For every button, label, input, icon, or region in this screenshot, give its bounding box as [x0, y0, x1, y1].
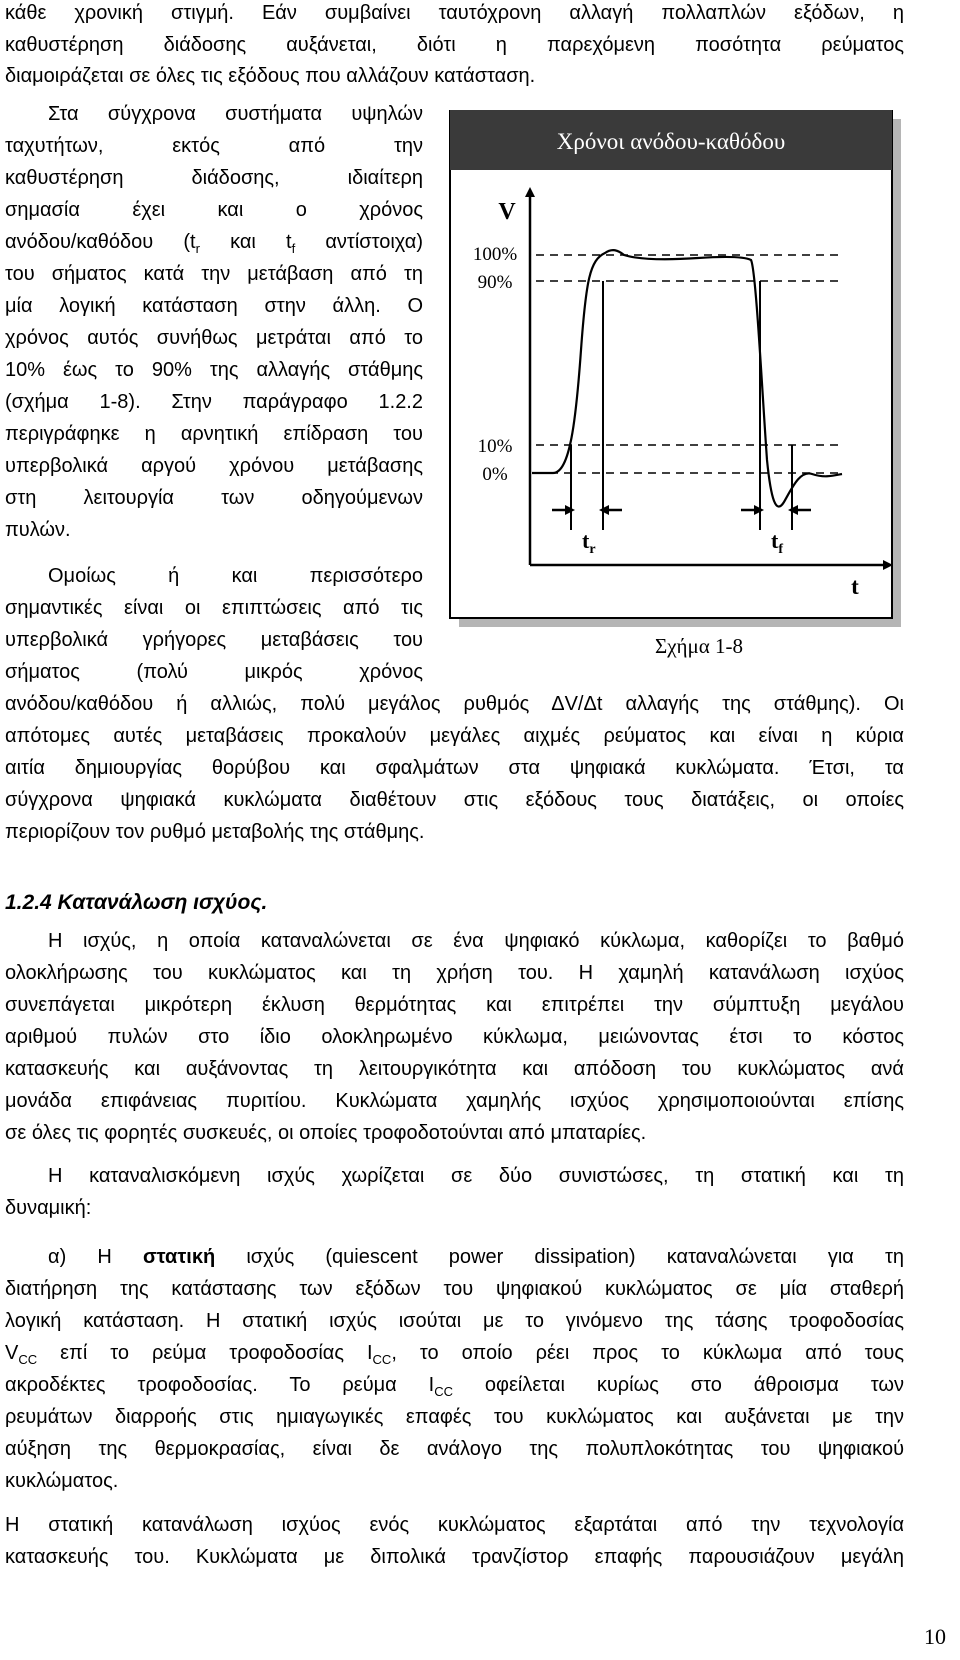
last-paragraph [5, 1509, 904, 1573]
page-number: 10 [924, 1624, 946, 1649]
text-fragment: α) Η [48, 1246, 143, 1268]
text-line: απότομες αυτές μεταβάσεις προκαλούν μεγάλες αιχμές ρεύματος και είναι η κύρια [5, 725, 904, 747]
text-line: Η ισχύς, η οποία καταναλώνεται σε ένα ψηφιακό κύκλωμα, καθορίζει το βαθμό [48, 930, 904, 952]
text-line: στη λειτουργία των οδηγούμενων [5, 487, 423, 509]
text-line: διατήρηση της κατάστασης των εξόδων του ψηφιακού κυκλώματος σε μία σταθερή [5, 1278, 904, 1300]
text-line: Η καταναλισκόμενη ισχύς χωρίζεται σε δύο συνιστώσες, τη στατική και τη [48, 1165, 904, 1187]
text-line: περιγράφηκε η αρνητική επίδραση του [5, 423, 423, 445]
bold-term: στατική [142, 1246, 216, 1268]
text-fragment: , το οποίο ρέει προς το κύκλωμα από τους [391, 1342, 904, 1364]
text-line-rise-fall [5, 226, 423, 258]
power-paragraph-2 [5, 1160, 904, 1224]
figure-frame [450, 110, 892, 618]
text-line: Ομοίως ή και περισσότερο [48, 565, 423, 587]
text-line: ανόδου/καθόδου ή αλλιώς, πολύ μεγάλος ρυθμός ΔV/Δt αλλαγής της στάθμης). Οι [5, 693, 904, 715]
section-heading: 1.2.4 Κατανάλωση ισχύος. [5, 891, 268, 914]
level-label-100: 100% [472, 244, 518, 265]
text-line: κυκλώματος. [5, 1470, 119, 1492]
figure-title: Χρόνοι ανόδου-καθόδου [556, 129, 786, 154]
intro-line: διαμοιράζεται σε όλες τις εξόδους που αλλάζουν κατάσταση. [5, 65, 536, 87]
power-paragraph-1 [5, 925, 904, 1149]
text-fragment: και t [199, 231, 292, 253]
text-line: σύγχρονα ψηφιακά κυκλώματα διαθέτουν στις εξόδους τους διατάξεις, οι οποίες [5, 789, 904, 811]
figure-caption: Σχήμα 1-8 [654, 634, 744, 658]
intro-line: καθυστέρηση διάδοσης αυξάνεται, διότι η παρεχόμενη ποσότητα ρεύματος [5, 34, 904, 56]
text-line: ολοκλήρωσης του κυκλώματος και τη χρήση του. Η χαμηλή κατανάλωση ισχύος [5, 962, 904, 984]
text-line: δυναμική: [5, 1197, 92, 1219]
subscript-cc: CC [372, 1352, 392, 1367]
text-line: πυλών. [5, 519, 71, 541]
level-label-90: 90% [477, 272, 513, 293]
text-fragment: επί το ρεύμα τροφοδοσίας I [37, 1342, 373, 1364]
text-line [5, 1337, 904, 1369]
text-line: σημαντικές είναι οι επιπτώσεις από τις [5, 597, 423, 619]
rise-time-label: $t_r$ [582, 528, 596, 557]
text-line: καθυστέρηση διάδοσης, ιδιαίτερη [5, 167, 423, 189]
figure-rise-fall-time [440, 110, 950, 660]
text-line: Στα σύγχρονα συστήματα υψηλών [48, 103, 423, 125]
text-fragment: ισχύς (quiescent power dissipation) καταναλώνεται για τη [215, 1246, 905, 1268]
text-line: αύξηση της θερμοκρασίας, είναι δε ανάλογο της πολυπλοκότητας του ψηφιακού [5, 1438, 904, 1460]
text-line: υπερβολικά γρήγορες μεταβάσεις του [5, 629, 423, 651]
text-line: μονάδα επιφάνειας πυριτίου. Κυκλώματα χαμηλής ισχύος χρησιμοποιούνται επίσης [5, 1090, 904, 1112]
text-fragment: αντίστοιχα) [295, 231, 423, 253]
wrap-paragraph-2 [5, 560, 423, 688]
text-line [5, 1241, 904, 1273]
text-line: αριθμού πυλών στο ίδιο ολοκληρωμένο κύκλωμα, μειώνοντας έτσι το κόστος [5, 1026, 904, 1048]
text-line: Η στατική κατανάλωση ισχύος ενός κυκλώματος εξαρτάται από την τεχνολογία [5, 1514, 904, 1536]
level-label-10: 10% [477, 436, 513, 457]
static-power-paragraph [5, 1241, 904, 1497]
text-line: σήματος (πολύ μικρός χρόνος [5, 661, 423, 683]
text-line: κατασκευής του. Κυκλώματα με διπολικά τρανζίστορ επαφής παρουσιάζουν μεγάλη [5, 1546, 904, 1568]
text-line: (σχήμα 1-8). Στην παράγραφο 1.2.2 [5, 391, 423, 413]
subscript-cc: CC [434, 1384, 453, 1399]
wrap-paragraph-1 [5, 98, 423, 546]
subscript-r: r [195, 241, 200, 256]
text-fragment: V [5, 1342, 19, 1364]
text-line: σημασία έχει και ο χρόνος [5, 199, 423, 221]
text-line: περιορίζουν τον ρυθμό μεταβολής της στάθμης. [5, 821, 425, 843]
text-line: ταχυτήτων, εκτός από την [5, 135, 423, 157]
text-line: κατασκευής και αυξάνοντας τη λειτουργικότητα και απόδοση του κυκλώματος ανά [5, 1058, 904, 1080]
x-axis-label: t [851, 574, 859, 599]
text-fragment: ανόδου/καθόδου (t [5, 231, 196, 253]
y-axis-label: V [498, 199, 516, 225]
text-fragment: οφείλεται κυρίως στο άθροισμα των [453, 1374, 904, 1396]
text-line: του σήματος κατά την μετάβαση από τη [5, 263, 423, 285]
text-line: συνεπάγεται μικρότερη έκλυση θερμότητας και επιτρέπει την σύμπτυξη μεγάλου [5, 994, 904, 1016]
subscript-f: f [291, 241, 296, 256]
subscript-cc: CC [18, 1352, 38, 1367]
fall-time-label: $t_f$ [771, 528, 783, 557]
text-line: αιτία δημιουργίας θορύβου και σφαλμάτων στα ψηφιακά κυκλώματα. Έτσι, τα [5, 757, 904, 779]
text-line: μία λογική κατάσταση στην άλλη. Ο [5, 295, 423, 317]
text-line: σε όλες τις φορητές συσκευές, οι οποίες τροφοδοτούνται από μπαταρίες. [5, 1122, 647, 1144]
text-line: 10% έως το 90% της αλλαγής στάθμης [5, 359, 423, 381]
text-line: υπερβολικά αργού χρόνου μετάβασης [5, 455, 423, 477]
text-line: ρευμάτων διαρροής στις ημιαγωγικές επαφές του κυκλώματος και αυξάνεται με την [5, 1406, 904, 1428]
paragraph-2-continuation [5, 688, 904, 848]
level-label-0: 0% [482, 464, 508, 485]
text-line: χρόνος αυτός συνήθως μετράται από το [5, 327, 423, 349]
text-line: λογική κατάσταση. Η στατική ισχύς ισούται με το γινόμενο της τάσης τροφοδοσίας [5, 1310, 904, 1332]
intro-line: κάθε χρονική στιγμή. Εάν συμβαίνει ταυτόχρονη αλλαγή πολλαπλών εξόδων, η [5, 2, 904, 24]
text-fragment: ακροδέκτες τροφοδοσίας. Το ρεύμα I [5, 1374, 435, 1396]
text-line [5, 1369, 904, 1401]
